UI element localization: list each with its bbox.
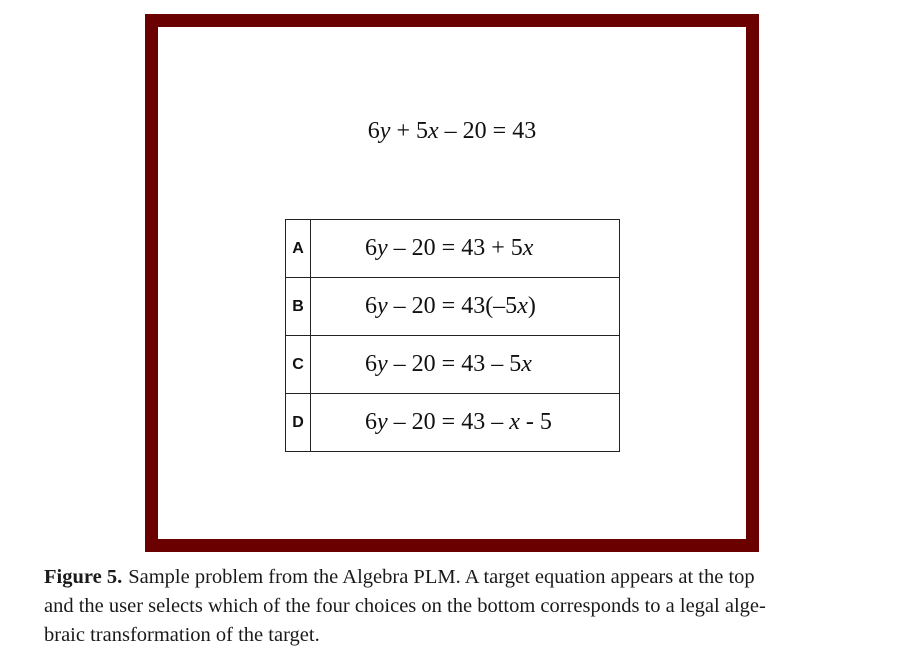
choice-row-c[interactable] [286, 336, 620, 394]
choice-row-a[interactable] [286, 220, 620, 278]
caption-label: Figure 5. [44, 566, 123, 588]
figure-frame [145, 14, 759, 552]
caption-line-3: braic transformation of the target. [44, 624, 320, 646]
choice-letter: A [286, 220, 311, 278]
caption-line-1 [44, 563, 864, 592]
choice-row-d[interactable] [286, 394, 620, 452]
choice-expression[interactable]: 6y – 20 = 43 + 5x [311, 220, 620, 278]
choice-letter: B [286, 278, 311, 336]
target-equation: 6y + 5x – 20 = 43 [367, 118, 537, 144]
choice-expression[interactable]: 6y – 20 = 43 – 5x [311, 336, 620, 394]
caption-text-1: Sample problem from the Algebra PLM. A target equation appears at the top [128, 566, 755, 588]
choice-expression[interactable]: 6y – 20 = 43 – x - 5 [311, 394, 620, 452]
choices-table [285, 219, 620, 452]
choice-letter: D [286, 394, 311, 452]
figure-caption [44, 563, 864, 650]
choice-letter: C [286, 336, 311, 394]
choice-row-b[interactable] [286, 278, 620, 336]
choice-expression[interactable]: 6y – 20 = 43(–5x) [311, 278, 620, 336]
caption-line-2: and the user selects which of the four choices on the bottom corresponds to a legal alge- [44, 595, 766, 617]
